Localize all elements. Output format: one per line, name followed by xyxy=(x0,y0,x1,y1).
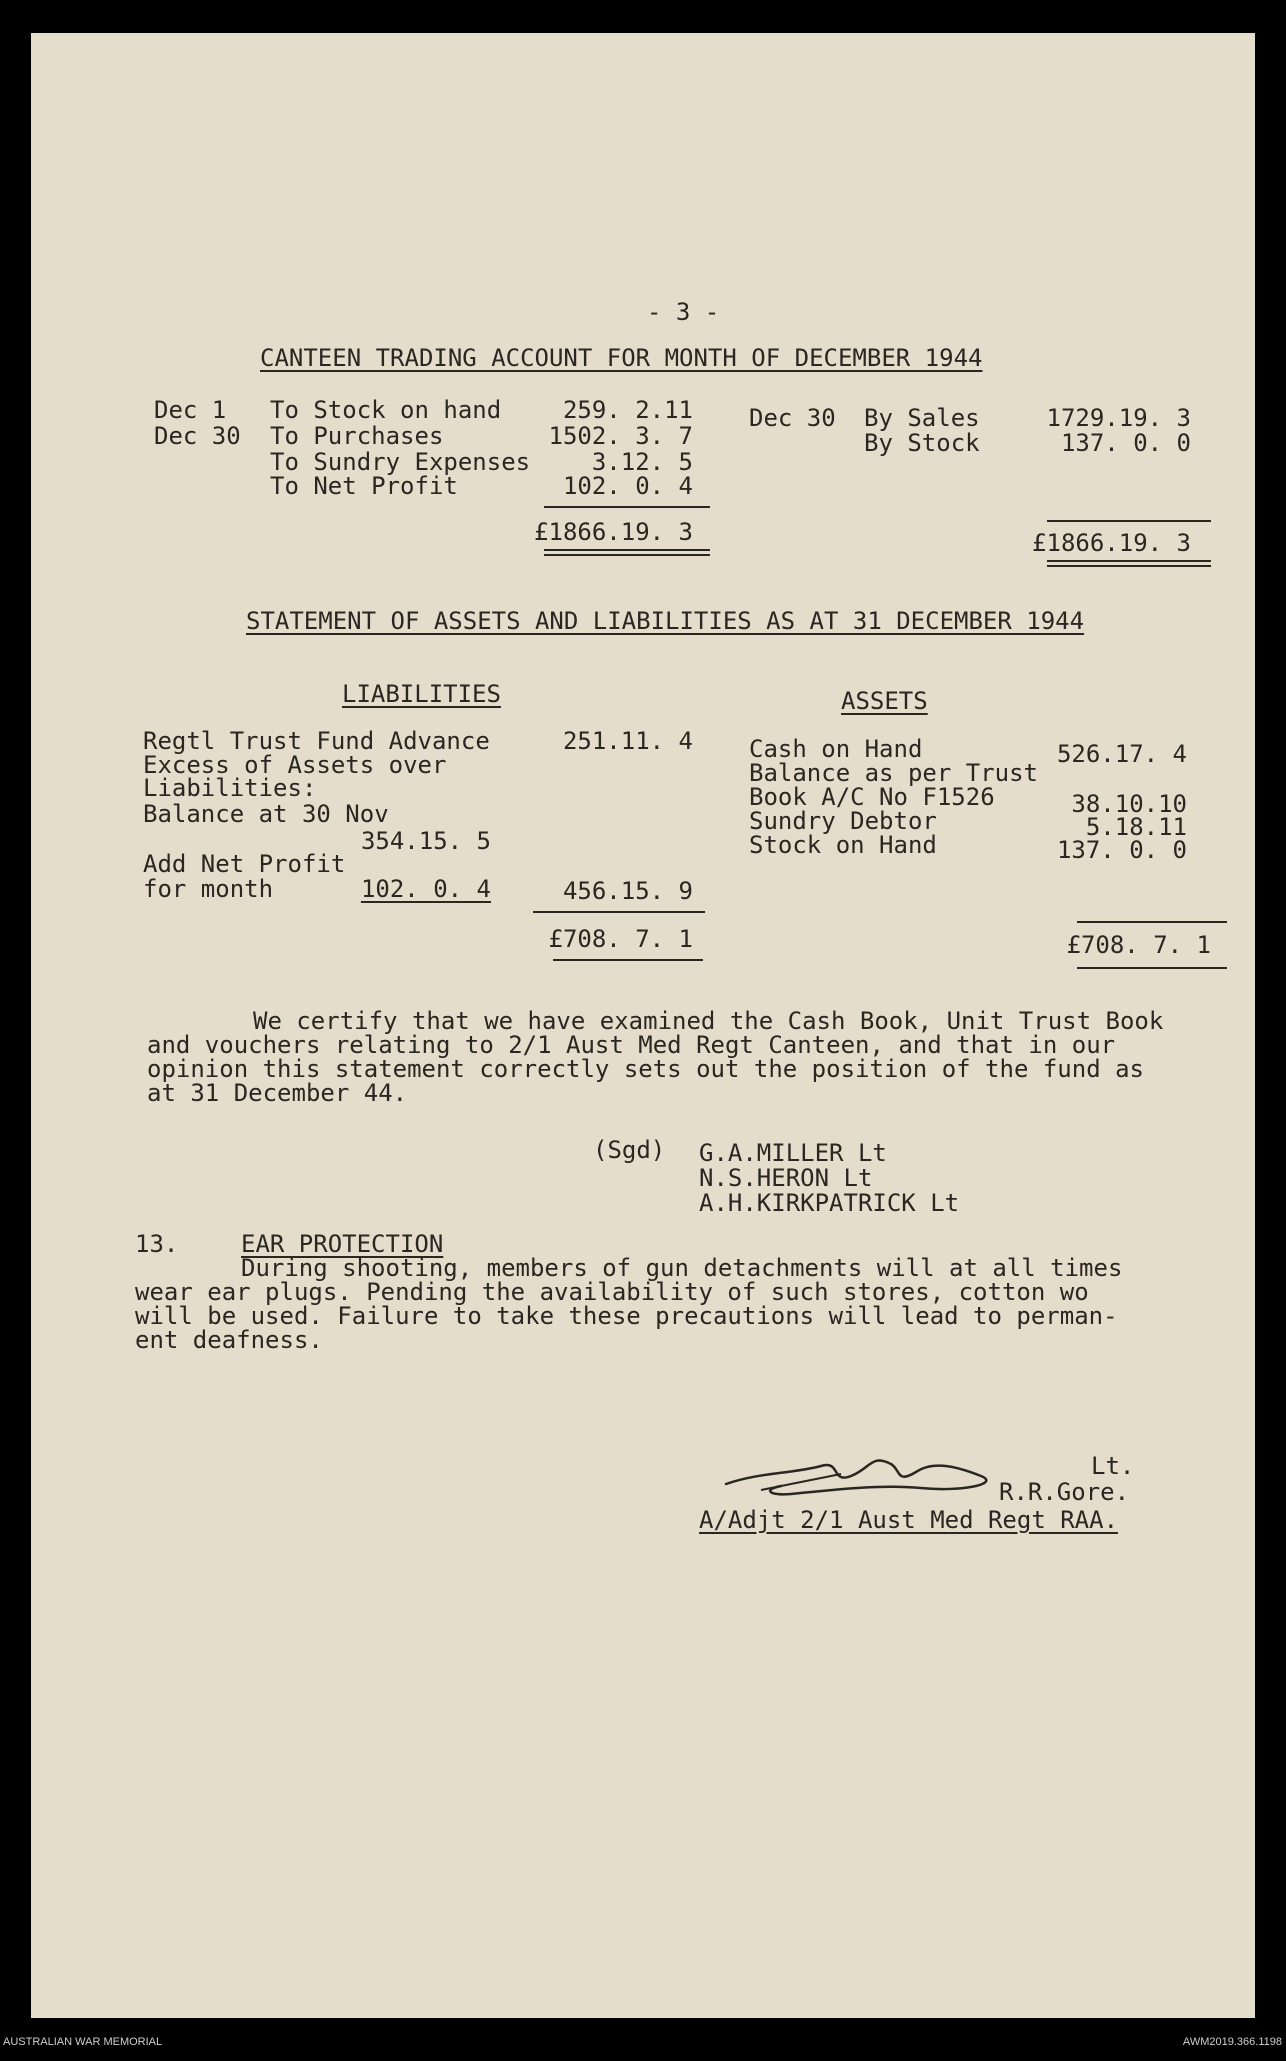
debit-amount: 1502. 3. 7 xyxy=(548,422,693,450)
excess-total: 456.15. 9 xyxy=(562,877,693,905)
subtotal-rule xyxy=(533,911,705,913)
total-double-rule xyxy=(1047,560,1211,562)
signer-rank: Lt. xyxy=(1091,1452,1135,1480)
advance-label: Regtl Trust Fund Advance xyxy=(143,727,490,755)
trading-account-title: CANTEEN TRADING ACCOUNT FOR MONTH OF DECEMBER 1944 xyxy=(260,344,983,372)
section-line: will be used. Failure to take these precautions will lead to perman- xyxy=(135,1302,1118,1330)
subtotal-rule xyxy=(1047,520,1211,522)
total-double-rule xyxy=(1047,565,1211,567)
profit-label: for month xyxy=(143,875,274,903)
balance-amount: 354.15. 5 xyxy=(360,827,491,855)
credit-amount: 1729.19. 3 xyxy=(1046,404,1191,432)
asset-amount: 526.17. 4 xyxy=(1056,740,1187,768)
excess-label: Excess of Assets over xyxy=(143,751,447,779)
total-double-rule xyxy=(544,549,710,551)
footer-left: AUSTRALIAN WAR MEMORIAL xyxy=(3,2036,163,2048)
assets-heading: ASSETS xyxy=(841,687,928,715)
debit-date: Dec 1 xyxy=(154,396,227,424)
credit-total: £1866.19. 3 xyxy=(1032,529,1191,557)
section-line: wear ear plugs. Pending the availability of such stores, cotton wo xyxy=(135,1278,1089,1306)
section-number: 13. xyxy=(135,1230,179,1258)
debit-date: Dec 30 xyxy=(154,422,241,450)
sgd-label: (Sgd) xyxy=(593,1136,666,1164)
asset-amount: 5.18.11 xyxy=(1085,813,1187,841)
signer-name: R.R.Gore. xyxy=(999,1478,1130,1506)
asset-amount: 38.10.10 xyxy=(1071,790,1187,818)
debit-label: To Purchases xyxy=(270,422,444,450)
total-rule xyxy=(1077,967,1227,969)
page-number: - 3 - xyxy=(647,298,720,326)
section-line: During shooting, members of gun detachments will at all times xyxy=(241,1254,1123,1282)
signatory-name: G.A.MILLER Lt xyxy=(699,1139,887,1167)
statement-title: STATEMENT OF ASSETS AND LIABILITIES AS AT 31 DECEMBER 1944 xyxy=(246,607,1085,635)
advance-amount: 251.11. 4 xyxy=(562,727,693,755)
credit-label: By Stock xyxy=(864,429,980,457)
debit-amount: 3.12. 5 xyxy=(591,448,693,476)
asset-label: Stock on Hand xyxy=(749,831,937,859)
certificate-line: and vouchers relating to 2/1 Aust Med Regt Canteen, and that in our xyxy=(147,1031,1116,1059)
liabilities-total: £708. 7. 1 xyxy=(548,925,693,953)
balance-label: Balance at 30 Nov xyxy=(143,800,389,828)
debit-amount: 102. 0. 4 xyxy=(562,472,693,500)
asset-label: Book A/C No F1526 xyxy=(749,783,995,811)
profit-amount: 102. 0. 4 xyxy=(360,875,491,903)
debit-label: To Sundry Expenses xyxy=(270,448,531,476)
document-page xyxy=(31,33,1255,2018)
section-heading: EAR PROTECTION xyxy=(241,1230,444,1258)
asset-label: Cash on Hand xyxy=(749,735,923,763)
excess-label: Liabilities: xyxy=(143,774,317,802)
subtotal-rule xyxy=(544,506,710,508)
certificate-line: We certify that we have examined the Cash Book, Unit Trust Book xyxy=(253,1007,1164,1035)
credit-label: By Sales xyxy=(864,404,980,432)
assets-total: £708. 7. 1 xyxy=(1066,931,1211,959)
subtotal-rule xyxy=(1077,921,1227,923)
signatory-name: A.H.KIRKPATRICK Lt xyxy=(699,1189,960,1217)
credit-amount: 137. 0. 0 xyxy=(1060,429,1191,457)
profit-label: Add Net Profit xyxy=(143,850,346,878)
signer-title: A/Adjt 2/1 Aust Med Regt RAA. xyxy=(699,1506,1119,1534)
section-line: ent deafness. xyxy=(135,1326,323,1354)
asset-amount: 137. 0. 0 xyxy=(1056,836,1187,864)
certificate-line: at 31 December 44. xyxy=(147,1079,408,1107)
total-rule xyxy=(553,959,703,961)
total-double-rule xyxy=(544,554,710,556)
liabilities-heading: LIABILITIES xyxy=(342,680,501,708)
debit-amount: 259. 2.11 xyxy=(562,396,693,424)
certificate-line: opinion this statement correctly sets out the position of the fund as xyxy=(147,1055,1144,1083)
signatory-name: N.S.HERON Lt xyxy=(699,1164,873,1192)
debit-label: To Stock on hand xyxy=(270,396,502,424)
debit-label: To Net Profit xyxy=(270,472,458,500)
asset-label: Balance as per Trust xyxy=(749,759,1038,787)
footer-right: AWM2019.366.1198 xyxy=(1182,2036,1282,2048)
debit-total: £1866.19. 3 xyxy=(534,518,693,546)
asset-label: Sundry Debtor xyxy=(749,807,937,835)
credit-date: Dec 30 xyxy=(749,404,836,432)
